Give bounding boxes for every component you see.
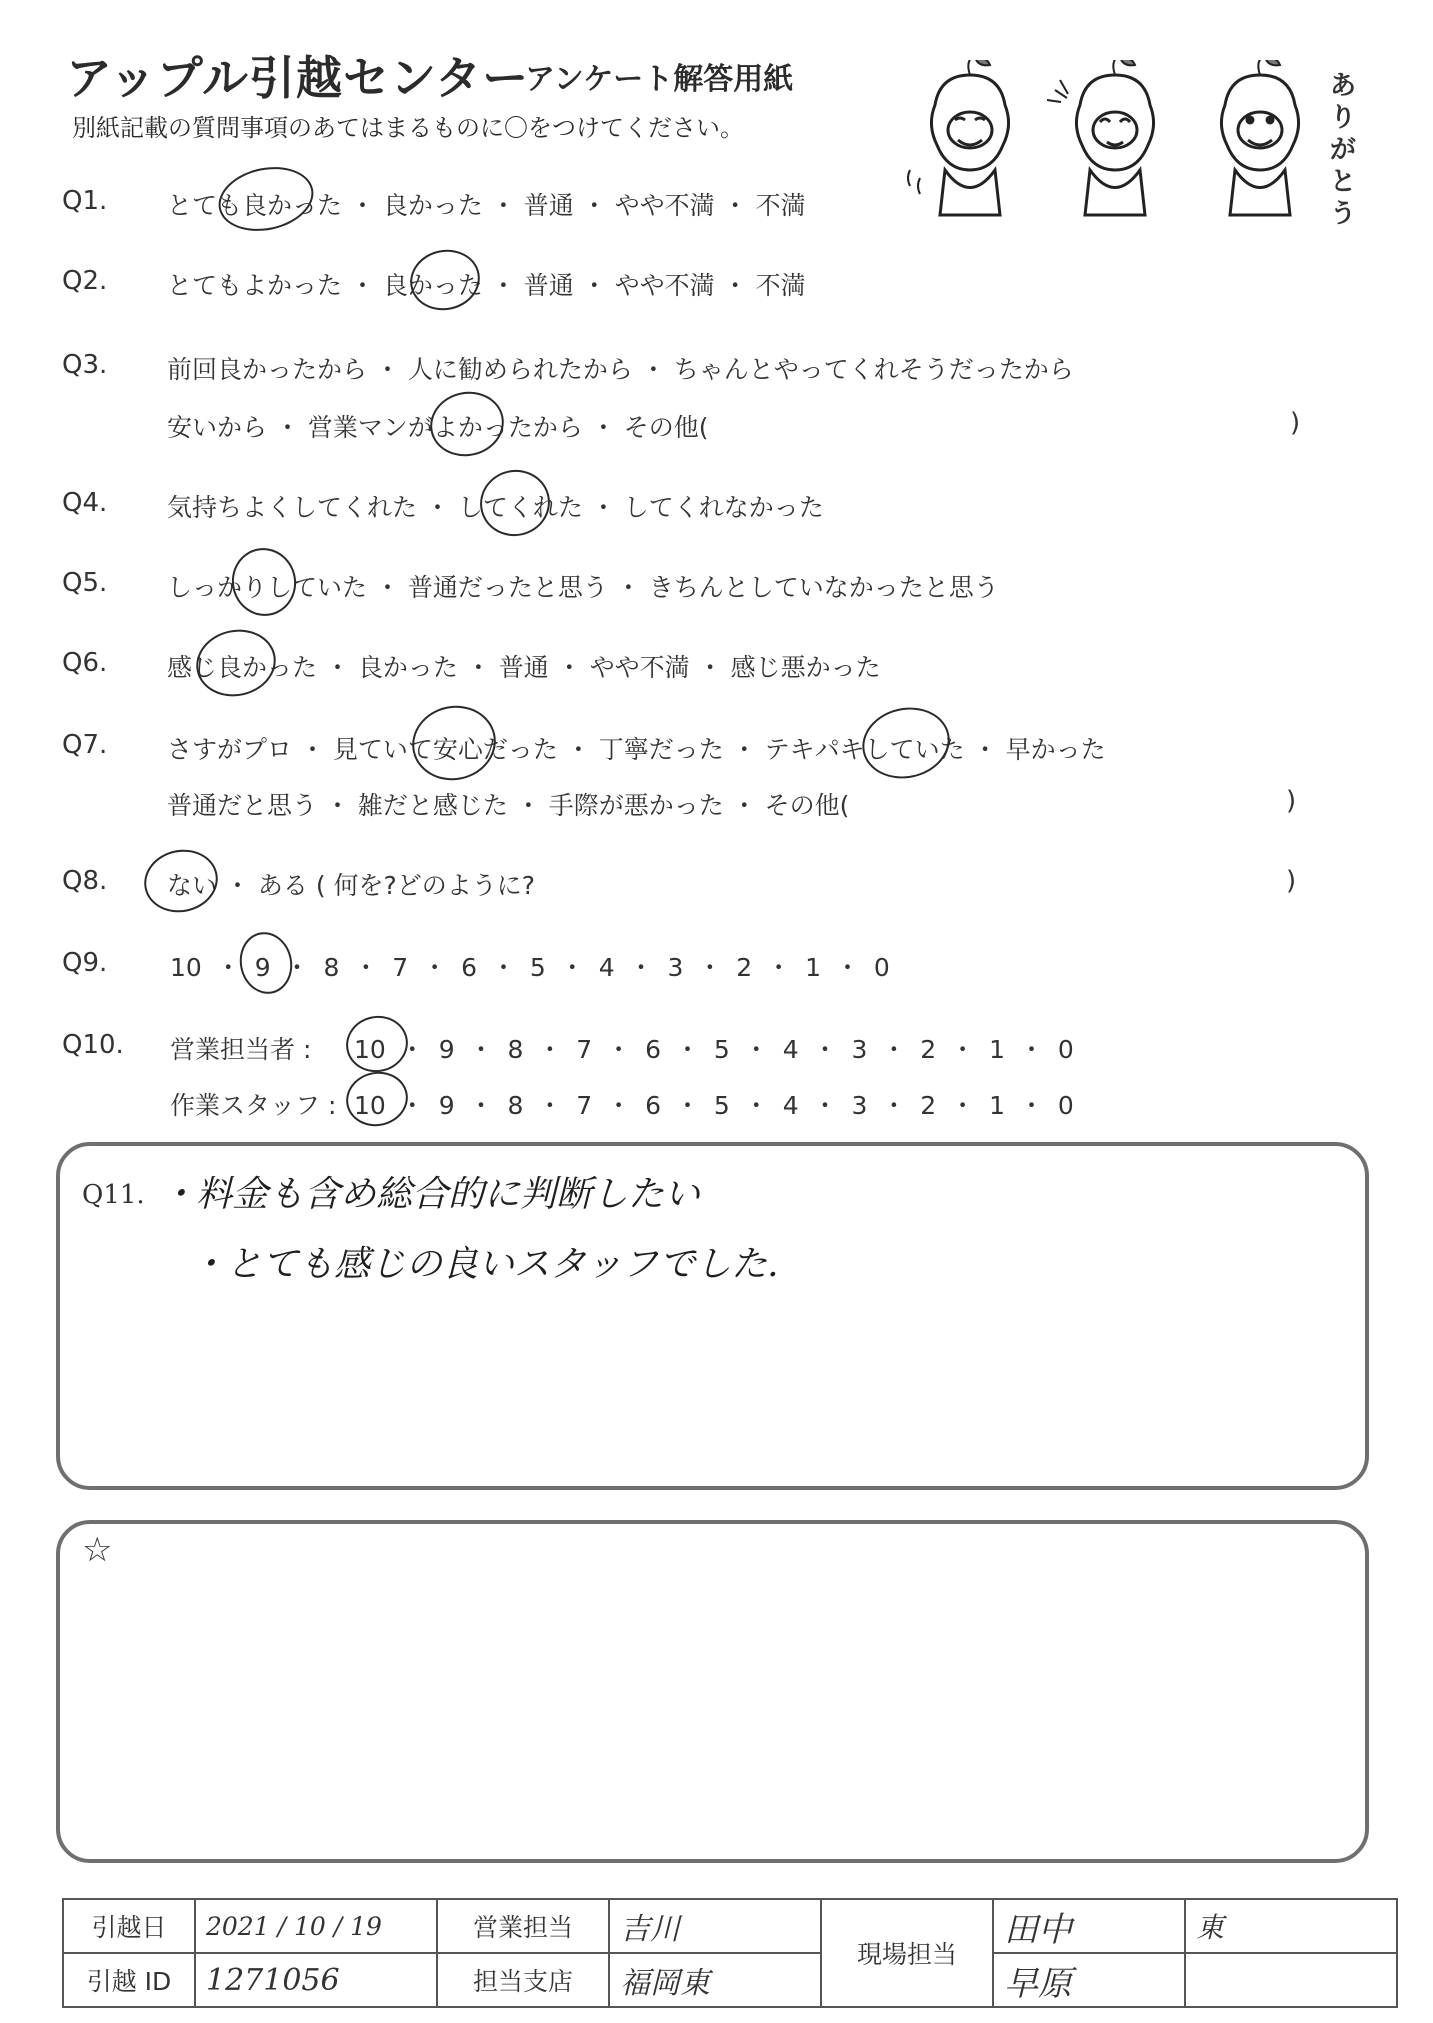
- q3-label: Q3.: [62, 350, 108, 380]
- q7-answer-circle-1: [405, 698, 503, 788]
- q4-label: Q4.: [62, 488, 108, 518]
- q11-label: Q11.: [82, 1180, 145, 1210]
- q11-comment-line2: ・とても感じの良いスタッフでした.: [190, 1244, 779, 1285]
- q8-options: ない ・ ある ( 何を?どのように?: [167, 871, 536, 900]
- q8-answer-circle: [138, 843, 223, 919]
- q2-answer-circle: [405, 243, 486, 316]
- q5-options: しっかりしていた ・ 普通だったと思う ・ きちんとしていなかったと思う: [167, 573, 999, 602]
- move-date-label: 引越日: [63, 1899, 195, 1953]
- q4-options: 気持ちよくしてくれた ・ してくれた ・ してくれなかった: [167, 493, 824, 522]
- extra-comment-box: [56, 1520, 1369, 1863]
- q7-close-paren: ): [1286, 786, 1297, 816]
- q10-label: Q10.: [62, 1030, 124, 1060]
- q10-sales-label: 営業担当者 :: [170, 1035, 312, 1064]
- q2-label: Q2.: [62, 266, 108, 296]
- instruction-text: 別紙記載の質問事項のあてはまるものに〇をつけてください。: [72, 114, 744, 142]
- q7-answer-circle-2: [856, 700, 957, 787]
- form-title: アンケート解答用紙: [525, 62, 794, 97]
- sales-rep-label: 営業担当: [437, 1899, 609, 1953]
- q2-options: とてもよかった ・ 良かった ・ 普通 ・ やや不満 ・ 不満: [167, 271, 806, 300]
- q3-options-line1: 前回良かったから ・ 人に勧められたから ・ ちゃんとやってくれそうだったから: [167, 355, 1074, 384]
- q6-options: 感じ良かった ・ 良かった ・ 普通 ・ やや不満 ・ 感じ悪かった: [167, 653, 881, 682]
- star-icon: ☆: [82, 1530, 113, 1570]
- site-rep-empty-cell: [1185, 1953, 1397, 2007]
- q10-staff-scale: 10 ・ 9 ・ 8 ・ 7 ・ 6 ・ 5 ・ 4 ・ 3 ・ 2 ・ 1 ・ 0: [354, 1091, 1074, 1120]
- q1-options: とても良かった ・ 良かった ・ 普通 ・ やや不満 ・ 不満: [167, 191, 806, 220]
- q10-sales-scale: 10 ・ 9 ・ 8 ・ 7 ・ 6 ・ 5 ・ 4 ・ 3 ・ 2 ・ 1 ・ 0: [354, 1035, 1074, 1064]
- q4-answer-circle: [474, 463, 556, 542]
- q3-close-paren: ): [1290, 408, 1301, 438]
- q5-label: Q5.: [62, 568, 108, 598]
- site-rep-value-2: 早原: [993, 1953, 1185, 2007]
- branch-label: 担当支店: [437, 1953, 609, 2007]
- q6-answer-circle: [190, 622, 282, 703]
- mascot-left-icon: [908, 60, 1009, 215]
- sales-rep-value: 吉川: [609, 1899, 821, 1953]
- q6-label: Q6.: [62, 648, 108, 678]
- q8-close-paren: ): [1286, 866, 1297, 896]
- q9-scale: 10 ・ 9 ・ 8 ・ 7 ・ 6 ・ 5 ・ 4 ・ 3 ・ 2 ・ 1 ・ 0: [170, 953, 890, 982]
- q11-comment-line1: ・料金も含め総合的に判断したい: [160, 1174, 701, 1215]
- mascot-right-icon: [1221, 60, 1298, 215]
- q7-options-line1: さすがプロ ・ 見ていて安心だった ・ 丁寧だった ・ テキパキしていた ・ 早かった: [167, 735, 1106, 764]
- site-rep-value-1: 田中: [993, 1899, 1185, 1953]
- q7-label: Q7.: [62, 730, 108, 760]
- mascot-middle-icon: [1047, 60, 1154, 215]
- q1-answer-circle: [213, 159, 320, 240]
- q3-answer-circle: [424, 385, 510, 463]
- q7-options-line2: 普通だと思う ・ 雑だと感じた ・ 手際が悪かった ・ その他(: [167, 791, 850, 820]
- branch-value: 福岡東: [609, 1953, 821, 2007]
- q10-staff-label: 作業スタッフ :: [170, 1091, 337, 1120]
- thanks-text: ありがとう: [1330, 71, 1357, 229]
- move-id-label: 引越 ID: [63, 1953, 195, 2007]
- q9-answer-circle: [234, 927, 298, 998]
- site-rep-label: 現場担当: [821, 1899, 993, 2007]
- q8-label: Q8.: [62, 866, 108, 896]
- q9-label: Q9.: [62, 948, 108, 978]
- q3-options-line2: 安いから ・ 営業マンがよかったから ・ その他(: [167, 413, 709, 442]
- site-rep-value-3: 東: [1185, 1899, 1397, 1953]
- mascot-illustration: [900, 60, 1340, 240]
- move-date-value: 2021 / 10 / 19: [195, 1899, 437, 1953]
- move-id-value: 1271056: [195, 1953, 437, 2007]
- q5-answer-circle: [226, 542, 303, 622]
- q1-label: Q1.: [62, 186, 108, 216]
- footer-table: [62, 1898, 1398, 2008]
- company-title: アップル引越センター: [66, 51, 530, 105]
- q10-sales-answer-circle: [341, 1010, 413, 1078]
